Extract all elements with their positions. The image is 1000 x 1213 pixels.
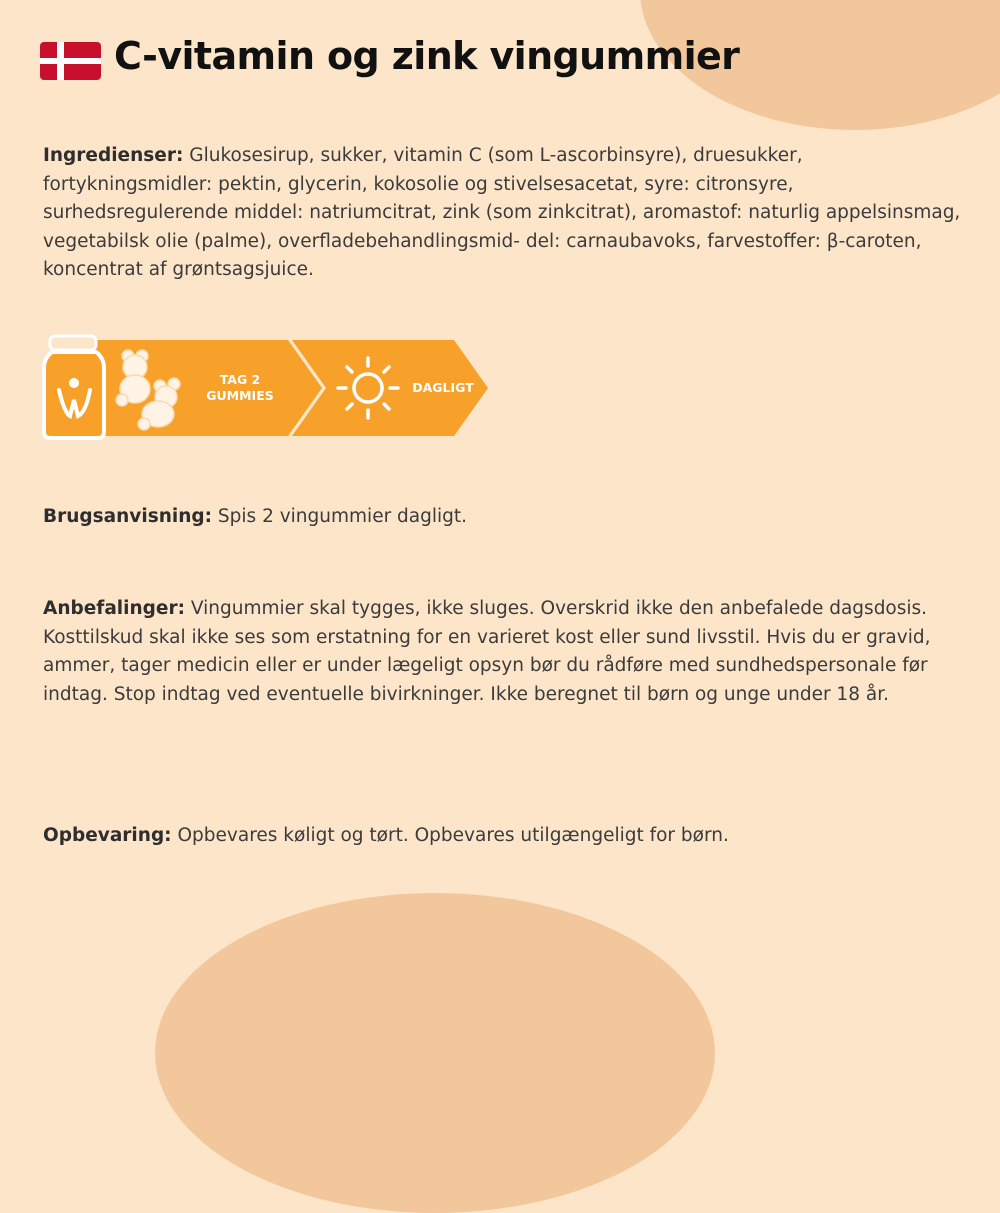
storage-label: Opbevaring:: [43, 825, 172, 846]
page-title: C-vitamin og zink vingummier: [114, 34, 740, 78]
storage-text: Opbevares køligt og tørt. Opbevares utilgængeligt for børn.: [171, 825, 729, 846]
usage-text: Spis 2 vingummier dagligt.: [212, 506, 468, 527]
banner-step-1-label: TAG 2 GUMMIES: [206, 372, 274, 403]
danish-flag-icon: [40, 42, 101, 80]
recommendations-text: Vingummier skal tygges, ikke sluges. Overskrid ikke den anbefalede dagsdosis. Kosttilskud skal ikke ses som erstatning for en varieret kost eller sund livsstil. Hvis du er gravid, ammer, tager medicin eller er under lægeligt opsyn bør du rådføre med sundhedspersonale før indtag. Stop indtag ved eventuelle bivirkninger. Ikke beregnet til børn og unge under 18 år.: [43, 598, 931, 705]
usage-section: [43, 503, 963, 532]
ingredients-section: [43, 142, 963, 285]
dosage-banner: [40, 334, 500, 442]
recommendations-label: Anbefalinger:: [43, 598, 185, 619]
jar-icon: [44, 336, 104, 438]
ingredients-text: Glukosesirup, sukker, vitamin C (som L-ascorbinsyre), druesukker, fortykningsmidler: pektin, glycerin, kokosolie og stivelsesacetat, syre: citronsyre, surhedsregulerende middel: natriumcitrat, zink (som zinkcitrat), aromastof: naturlig appelsinsmag, vegetabilsk olie (palme), overfladebehandlingsmid- del: carnaubavoks, farvestoffer: β-caroten, koncentrat af grøntsagsjuice.: [43, 145, 961, 280]
ingredients-label: Ingredienser:: [43, 145, 184, 166]
decorative-blob-bottom: [155, 893, 715, 1213]
banner-step-2-label: DAGLIGT: [412, 380, 474, 395]
usage-label: Brugsanvisning:: [43, 506, 213, 527]
recommendations-section: [43, 595, 963, 709]
storage-section: [43, 822, 963, 851]
